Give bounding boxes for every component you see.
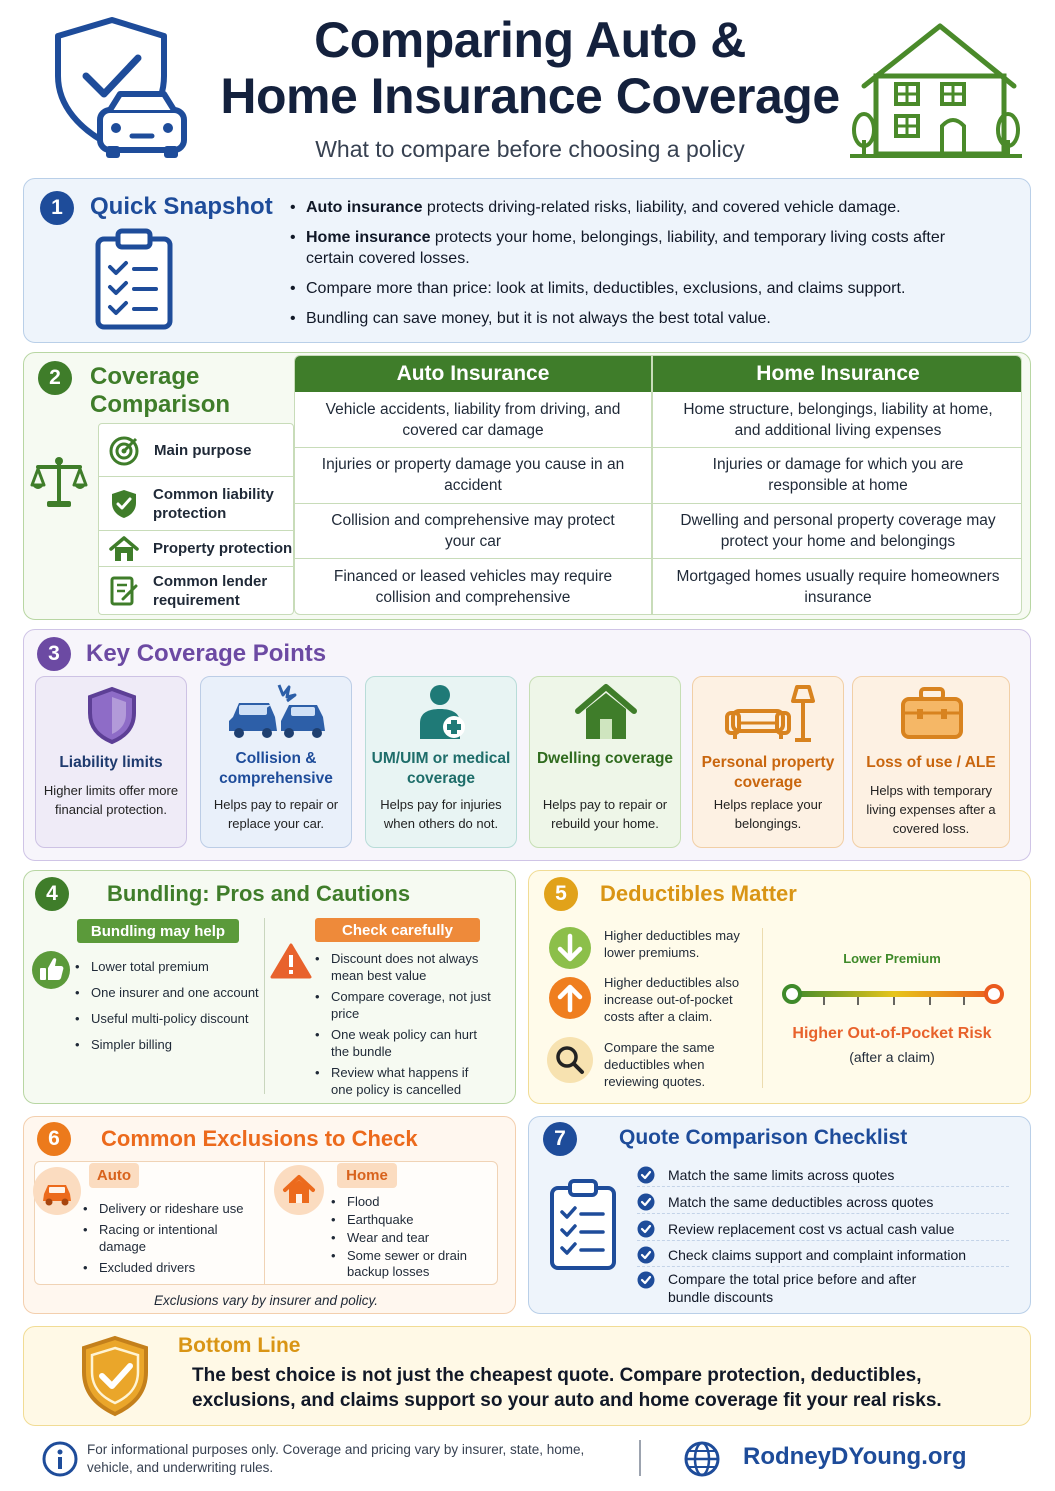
home-exclusion-item: • Earthquake [329, 1212, 494, 1228]
checklist-item: Match the same deductibles across quotes [637, 1190, 1009, 1214]
sofa-lamp-icon [723, 683, 815, 745]
section-number-1: 1 [40, 191, 74, 225]
coverage-card-title: Loss of use / ALE [866, 754, 996, 771]
pros-label: Bundling may help [77, 919, 239, 943]
home-exclusions-label: Home [337, 1163, 397, 1188]
scales-icon [30, 453, 88, 511]
warning-icon [270, 942, 312, 980]
scale-bottom-label: Higher Out-of-Pocket Risk [792, 1025, 992, 1042]
caution-item: • Discount does not always mean best value [313, 951, 493, 984]
page-title [190, 12, 870, 124]
page-title-line2: Home Insurance Coverage [220, 68, 840, 124]
table-row-divider [295, 447, 1022, 448]
check-circle-icon [637, 1246, 655, 1264]
info-icon [42, 1441, 78, 1477]
section-title-deductibles: Deductibles Matter [600, 881, 797, 906]
coverage-comparison-section [23, 352, 1031, 620]
auto-exclusions-list [81, 1200, 266, 1276]
table-header-home: Home Insurance [756, 362, 920, 385]
table-cell-home-3: Dwelling and personal property coverage may protect your home and belongings [680, 512, 996, 550]
clipboard-icon [548, 1178, 618, 1272]
pros-item: • Useful multi-policy discount [73, 1010, 263, 1027]
check-circle-icon [637, 1220, 655, 1238]
house-filled-icon [574, 683, 638, 741]
coverage-card-collision [200, 676, 352, 848]
coverage-card-desc: Helps with temporary living expenses after a covered loss. [866, 783, 996, 836]
coverage-card-liability [35, 676, 187, 848]
snapshot-item: • Compare more than price: look at limits, deductibles, exclusions, and claims support. [288, 278, 978, 299]
snapshot-list [288, 197, 978, 329]
section-number-3: 3 [37, 637, 71, 671]
caution-item: • Compare coverage, not just price [313, 989, 493, 1022]
table-cell-home-2: Injuries or damage for which you are responsible at home [712, 456, 964, 494]
risk-scale [778, 980, 1010, 1010]
cautions-list [313, 951, 493, 1098]
table-cell-auto-3: Collision and comprehensive may protect your car [331, 512, 615, 550]
comparison-row-label-2: Common liability protection [98, 477, 294, 531]
snapshot-item: • Bundling can save money, but it is not always the best total value. [288, 308, 978, 329]
bottom-line-title: Bottom Line [178, 1334, 301, 1357]
pros-list [73, 958, 263, 1053]
thumbs-up-icon [31, 950, 71, 990]
coverage-card-desc: Helps replace your belongings. [713, 797, 823, 831]
auto-exclusion-item: • Racing or intentional damage [81, 1221, 266, 1255]
page-subtitle: What to compare before choosing a policy [315, 136, 745, 162]
footer-divider [639, 1440, 641, 1476]
home-exclusion-item: • Wear and tear [329, 1230, 494, 1246]
shield-check-gold-icon [78, 1334, 152, 1418]
house-icon [850, 18, 1022, 160]
quick-snapshot-section [23, 178, 1031, 343]
section-title-checklist: Quote Comparison Checklist [619, 1126, 908, 1149]
pros-item: • Lower total premium [73, 958, 263, 975]
coverage-card-dwelling [529, 676, 681, 848]
coverage-card-personal-property [692, 676, 844, 848]
coverage-card-desc: Higher limits offer more financial protection. [43, 783, 179, 817]
magnifier-icon [546, 1036, 594, 1084]
scale-note: (after a claim) [849, 1049, 935, 1065]
coverage-card-desc: Helps pay for injuries when others do not. [380, 797, 502, 831]
home-orange-icon [273, 1164, 325, 1216]
deductible-point-3: Compare the same deductibles when reviewing quotes. [604, 1040, 715, 1089]
pros-item: • Simpler billing [73, 1036, 263, 1053]
table-cell-home-4: Mortgaged homes usually require homeowners insurance [676, 568, 1000, 606]
section-number-5: 5 [544, 877, 578, 911]
scale-top-label: Lower Premium [843, 951, 941, 966]
table-column-divider [651, 356, 653, 615]
section-title-snapshot: Quick Snapshot [90, 193, 273, 220]
auto-exclusion-item: • Delivery or rideshare use [81, 1200, 266, 1217]
arrow-up-icon [548, 976, 592, 1020]
bundling-divider [264, 918, 265, 1094]
section-title-key-points: Key Coverage Points [86, 640, 327, 667]
car-crash-icon [225, 683, 331, 739]
target-icon [108, 435, 140, 467]
section-title-exclusions: Common Exclusions to Check [101, 1126, 418, 1151]
home-exclusion-item: • Flood [329, 1194, 494, 1210]
clipboard-checklist-icon [92, 227, 176, 331]
coverage-card-title: Dwelling coverage [536, 750, 674, 767]
cautions-label: Check carefully [315, 918, 480, 942]
coverage-card-title: Liability limits [59, 754, 163, 771]
comparison-table [294, 355, 1022, 615]
coverage-card-loss-of-use [852, 676, 1010, 848]
comparison-row-label-3: Property protection [98, 531, 294, 567]
section-number-2: 2 [38, 361, 72, 395]
auto-exclusions-label: Auto [89, 1163, 139, 1188]
checklist-item: Check claims support and complaint information [637, 1243, 1009, 1267]
coverage-card-title: Personal property coverage [701, 754, 835, 791]
caution-item: • Review what happens if one policy is cancelled [313, 1065, 493, 1098]
shield-icon [86, 685, 138, 745]
table-cell-auto-2: Injuries or property damage you cause in an accident [321, 456, 625, 494]
section-title-bundling: Bundling: Pros and Cautions [107, 881, 411, 906]
section-title-comparison: Coverage Comparison [90, 363, 231, 418]
arrow-down-icon [548, 926, 592, 970]
snapshot-item: • Auto insurance protects driving-related risks, liability, and covered vehicle damage. [288, 197, 978, 218]
check-circle-icon [637, 1271, 655, 1289]
deductible-point-2: Higher deductibles also increase out-of-pocket costs after a claim. [604, 975, 740, 1024]
page-title-line1: Comparing Auto & [314, 12, 746, 68]
table-row-divider [295, 503, 1022, 504]
checklist-item: Match the same limits across quotes [637, 1163, 1009, 1187]
coverage-card-desc: Helps pay to repair or replace your car. [213, 797, 339, 831]
section-number-7: 7 [543, 1122, 577, 1156]
deductibles-divider [762, 928, 763, 1088]
shield-check-icon [109, 488, 139, 520]
document-sign-icon [109, 575, 139, 607]
caution-item: • One weak policy can hurt the bundle [313, 1027, 493, 1060]
section-number-6: 6 [37, 1122, 71, 1156]
coverage-card-title: UM/UIM or medical coverage [371, 750, 511, 787]
check-circle-icon [637, 1166, 655, 1184]
home-icon [109, 535, 139, 563]
table-header-auto: Auto Insurance [396, 362, 550, 385]
home-exclusion-item: • Some sewer or drain backup losses [329, 1248, 494, 1280]
checklist-item: Compare the total price before and after bundle discounts [637, 1270, 1009, 1308]
person-medical-icon [416, 683, 468, 741]
suitcase-icon [899, 685, 965, 741]
check-circle-icon [637, 1193, 655, 1211]
checklist-item: Review replacement cost vs actual cash value [637, 1217, 1009, 1241]
coverage-card-title: Collision & comprehensive [219, 750, 333, 787]
table-row-divider [295, 558, 1022, 559]
car-icon [32, 1166, 82, 1216]
globe-icon [683, 1440, 721, 1478]
coverage-card-medical [365, 676, 517, 848]
table-cell-auto-4: Financed or leased vehicles may require collision and comprehensive [333, 568, 613, 606]
footer-site-link[interactable]: RodneyDYoung.org [743, 1443, 967, 1470]
bottom-line-text: The best choice is not just the cheapest quote. Compare protection, deductibles, exclusions, and claims support so your auto and home coverage fit your real risks. [192, 1365, 942, 1411]
section-number-4: 4 [35, 877, 69, 911]
home-exclusions-list [329, 1194, 494, 1280]
coverage-card-desc: Helps pay to repair or rebuild your home. [542, 797, 668, 831]
deductible-point-1: Higher deductibles may lower premiums. [604, 928, 740, 960]
comparison-row-label-4: Common lender requirement [98, 567, 294, 615]
auto-exclusion-item: • Excluded drivers [81, 1259, 266, 1276]
table-cell-auto-1: Vehicle accidents, liability from driving, and covered car damage [325, 401, 621, 439]
footer-disclaimer: For informational purposes only. Coverage and pricing vary by insurer, state, home, vehicle, and underwriting rules. [87, 1442, 585, 1475]
snapshot-item: • Home insurance protects your home, belongings, liability, and temporary living costs after certain covered losses. [288, 227, 978, 269]
exclusions-note: Exclusions vary by insurer and policy. [153, 1293, 379, 1308]
shield-car-icon [44, 14, 194, 160]
table-cell-home-1: Home structure, belongings, liability at home, and additional living expenses [683, 401, 993, 439]
comparison-row-label-1: Main purpose [98, 425, 294, 477]
pros-item: • One insurer and one account [73, 984, 263, 1001]
